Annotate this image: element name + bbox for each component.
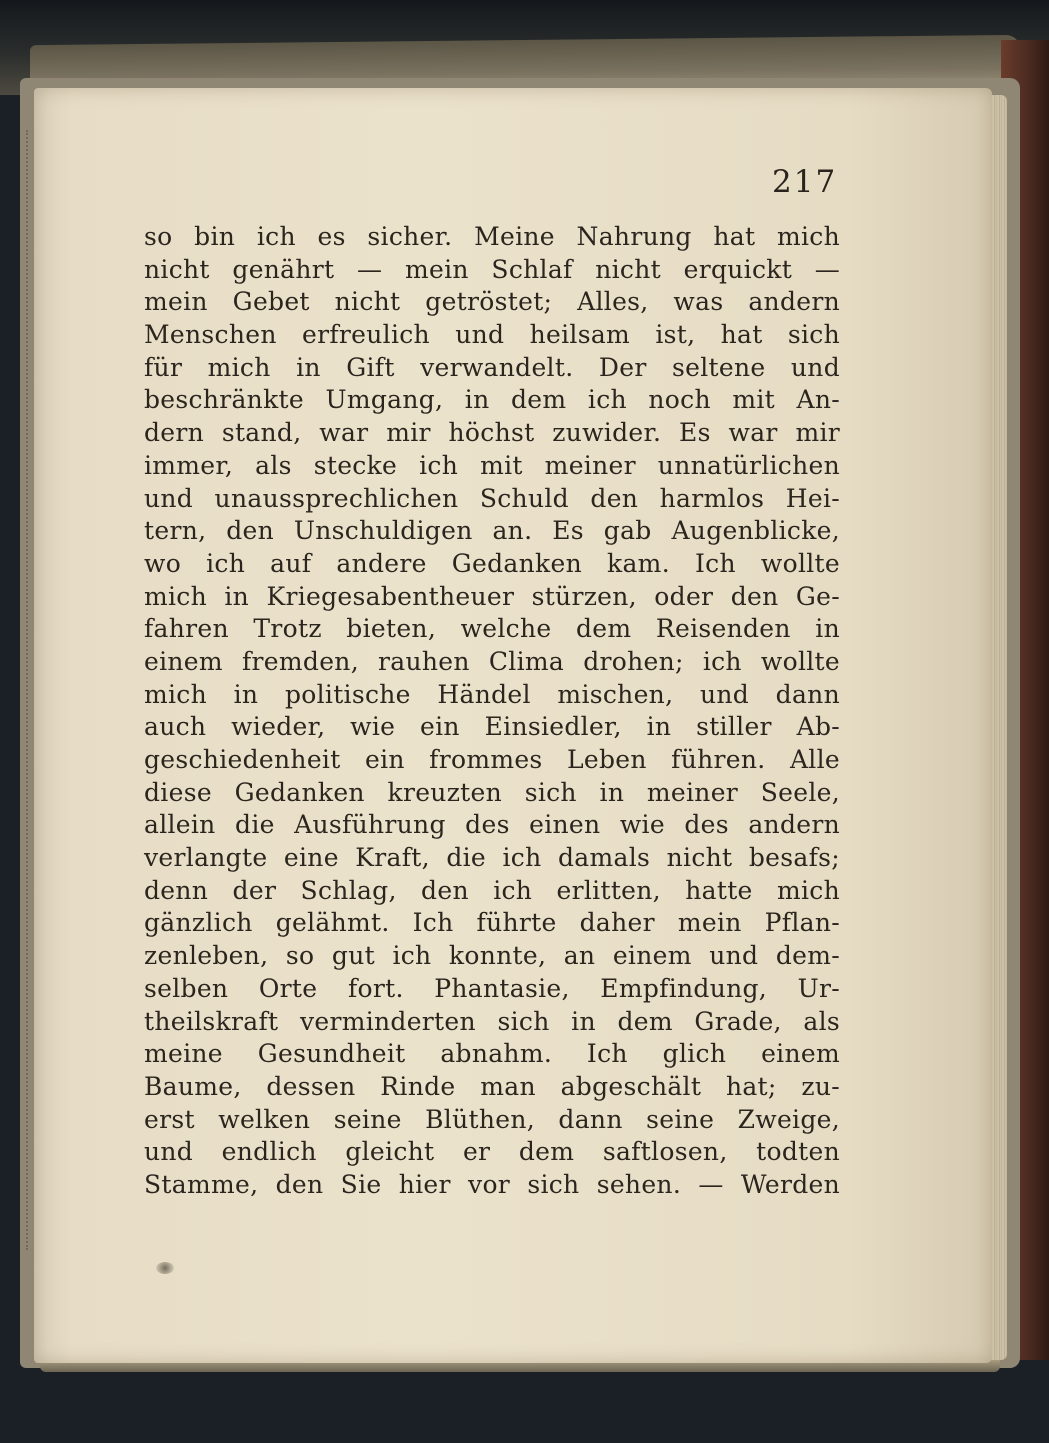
text-line: dern stand, war mir höchst zuwider. Es war mir [144, 418, 840, 448]
text-line: einem fremden, rauhen Clima drohen; ich wollte [144, 646, 840, 676]
gutter-marks [26, 130, 40, 1250]
text-line: meine Gesundheit abnahm. Ich glich einem [144, 1039, 840, 1069]
text-line: mich in politische Händel mischen, und dann [144, 679, 840, 709]
text-line: Menschen erfreulich und heilsam ist, hat sich [144, 320, 840, 350]
text-line: theilskraft verminderten sich in dem Grade, als [144, 1006, 840, 1036]
page-text-block [144, 221, 840, 1202]
text-line: wo ich auf andere Gedanken kam. Ich wollte [144, 548, 840, 578]
text-line: diese Gedanken kreuzten sich in meiner Seele, [144, 777, 840, 807]
text-line: zenleben, so gut ich konnte, an einem und dem- [144, 941, 840, 971]
text-line: fahren Trotz bieten, welche dem Reisenden in [144, 614, 840, 644]
ink-smudge [156, 1262, 174, 1274]
text-line: beschränkte Umgang, in dem ich noch mit An- [144, 385, 840, 415]
text-line: immer, als stecke ich mit meiner unnatürlichen [144, 450, 840, 480]
text-line: allein die Ausführung des einen wie des andern [144, 810, 840, 840]
text-line: selben Orte fort. Phantasie, Empfindung, Ur- [144, 973, 840, 1003]
text-line: auch wieder, wie ein Einsiedler, in stiller Ab- [144, 712, 840, 742]
text-line: mich in Kriegesabentheuer stürzen, oder den Ge- [144, 581, 840, 611]
text-line: Stamme, den Sie hier vor sich sehen. — Werden [144, 1169, 840, 1199]
text-line: und unaussprechlichen Schuld den harmlos Hei- [144, 483, 840, 513]
text-line: denn der Schlag, den ich erlitten, hatte mich [144, 875, 840, 905]
text-line: Baume, dessen Rinde man abgeschält hat; zu- [144, 1071, 840, 1101]
text-line: für mich in Gift verwandelt. Der seltene und [144, 352, 840, 382]
text-line: gänzlich gelähmt. Ich führte daher mein Pflan- [144, 908, 840, 938]
text-line: verlangte eine Kraft, die ich damals nicht besafs; [144, 843, 840, 873]
text-line: mein Gebet nicht getröstet; Alles, was andern [144, 287, 840, 317]
text-line: erst welken seine Blüthen, dann seine Zweige, [144, 1104, 840, 1134]
text-line: und endlich gleicht er dem saftlosen, todten [144, 1137, 840, 1167]
text-line: tern, den Unschuldigen an. Es gab Augenblicke, [144, 516, 840, 546]
page-number: 217 [772, 164, 838, 200]
text-line: so bin ich es sicher. Meine Nahrung hat mich [144, 222, 840, 251]
text-line: geschiedenheit ein frommes Leben führen. Alle [144, 745, 840, 774]
text-line: nicht genährt — mein Schlaf nicht erquickt — [144, 254, 840, 284]
